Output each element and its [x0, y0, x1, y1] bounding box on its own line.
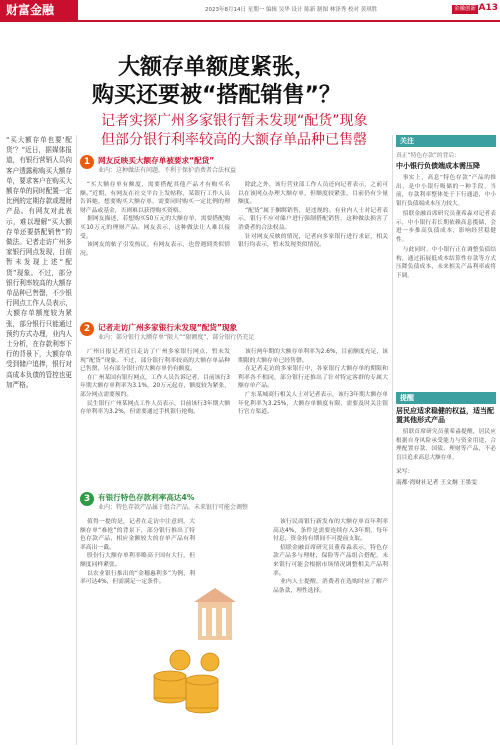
- subheadline-line-1: 记者实探广州多家银行暂未发现“配货”现象: [101, 113, 368, 129]
- paragraph: 业内人士提醒，消费者在选购时应了解产品条款，理性选择。: [273, 579, 388, 594]
- page-header: [0, 0, 500, 20]
- paragraph: 民生银行广州某网点工作人员表示，目前该行3年期大额存单利率为3.2%，但需要通过手机银行抢购。: [80, 400, 230, 416]
- paragraph: 针对网友反映的情况，记者向多家银行进行求证，相关银行均表示，暂未发现类似情况。: [238, 233, 388, 249]
- paragraph: 据网友描述，若想购买50万元的大额存单，需要搭配购买10万元的理财产品。网友表示，这种做法让人难以接受。: [80, 216, 230, 240]
- lead-column: “买大额存单也要‘配货’？”近日，据媒体报道，有银行营销人员向客户透露称购买大额存单，要求客户在购买大额存单的同时配置一定比例的定期存款或理财产品。有网友对此表示，难以理解“买大额存单还要搭配销售”的做法。记者走访广州多家银行网点发现，目前暂未发现上述“配货”现象。不过，部分银行利率较高的大额存单品种已售罄，不少银行网点工作人员表示，大额存单额度较为紧张，部分银行只能通过预约方式办理，业内人士分析，在存款利率下行的背景下，大额存单受到储户追捧，银行对高成本负债的管控也更加严格。: [6, 136, 72, 389]
- section-number: 1: [80, 155, 94, 169]
- section-number: 3: [80, 492, 94, 506]
- sidebar-body: [396, 174, 496, 280]
- paragraph: 事实上，高息“特色存款”产品的推出，是中小银行吸储的一种手段。当前，存款利率整体处于下行通道，中小银行负债端成本压力较大。: [396, 175, 496, 207]
- section-body: [80, 181, 388, 258]
- section-subheading: 业内：这种做法有问题，不利于保护消费者合法权益: [98, 167, 237, 174]
- sidebar-heading: 居民应适求稳健的权益，适当配置其他形式产品: [396, 407, 494, 424]
- headline-line-2: 购买还要被“搭配销售”？: [92, 83, 341, 108]
- text-column: [238, 348, 388, 417]
- right-sidebar: [396, 135, 496, 486]
- section-tag: 财富金融: [0, 0, 78, 20]
- page-number: A13: [478, 3, 498, 13]
- section-2: [80, 322, 388, 482]
- paragraph: 招联首席研究员董希淼提醒，居民应根据自身风险承受能力与资金用途，合理配置存款、国债、理财等产品，不必盲目追求高息大额存单。: [396, 429, 496, 461]
- paragraph: “买大额存单有额度，需要搭配其他产品才有购买名额。”近期，有网友在社交平台上发帖称，某银行工作人员告诉她，想要购买大额存单，需要同时购买一定比例的理财产品或基金，否则难以获得购买资格。: [80, 182, 230, 214]
- column-divider: [76, 135, 77, 745]
- section-subheading: 业内：部分银行大额存单“限人”“限额度”，部分银行仍充足: [98, 334, 255, 341]
- paragraph: 招联金融首席研究员董希淼表示，特色存款产品多与理财、保险等产品组合搭配，未来银行可能会根据市场情况调整相关产品利率。: [273, 544, 388, 577]
- section-heading: 网友反映买大额存单被要求“配货”: [98, 156, 215, 165]
- paragraph: 股份行大额存单利率略高于国有大行，但额度同样紧张。: [80, 553, 195, 568]
- paragraph: 广州日报记者近日走访了广州多家银行网点，暂未发现“配货”现象。不过，部分银行利率较高的大额存单品种已售罄，另有部分银行的大额存单仍有额度。: [80, 349, 230, 373]
- text-column: [80, 181, 230, 258]
- page-badge: 金融创新: [453, 6, 476, 12]
- sidebar-tab-reminder: 提醒: [396, 392, 496, 404]
- paragraph: 该行民商银行新发布的大额存单首年利率高达4%，条件是需要连续存入3年期，每年付息，资金持有期间不可提前支取。: [273, 519, 388, 543]
- header-meta: 2023年8月14日 星期一 编辑 吴华 设计 陈新 制图 林泽秀 校对 黄琪胜: [205, 7, 378, 13]
- text-column: [80, 348, 230, 417]
- section-subheading: 业内：特色存款产品属于组合产品，未来银行可能会调整: [98, 504, 249, 511]
- headline-line-1: 大额存单额度紧张，: [118, 55, 317, 80]
- paragraph: 值得一提的是，记者在走访中注意到，大额存单“难抢”的背景下，部分银行推出了特色存款产品，相应金额较大的存单产品有利率高出一截。: [80, 519, 195, 551]
- paragraph: 该行两年期的大额存单利率为2.6%，目前额度充足，该期限的大额存单已经售罄。: [238, 349, 388, 364]
- byline-label: 采写：: [396, 469, 414, 475]
- section-heading: 有银行特色存款利率高达4%: [98, 493, 195, 502]
- section-heading: 记者走访广州多家银行未发现“配货”现象: [98, 323, 238, 332]
- paragraph: 除此之外，该行营业部工作人员还向记者表示，之前可以在该网点办理大额存单，但额度较紧张，目前仍有少量额度。: [238, 182, 388, 206]
- sidebar-heading: 中小银行负债端成本需压降: [396, 162, 480, 170]
- coins-illustration: [150, 580, 238, 730]
- paragraph: 该网友的帖子引发热议。有网友表示，也曾遇到类似情况。: [80, 242, 230, 257]
- section-1: [80, 155, 388, 315]
- text-column: [238, 181, 388, 258]
- column-divider: [392, 135, 393, 745]
- sidebar-kicker: 真正“特色存款”的背后：: [396, 153, 460, 159]
- paragraph: 以农业银行推出的“金穗惠利多”为例，利率可达4%，但需满足一定条件。: [80, 570, 195, 586]
- subheadline-line-2: 但部分银行利率较高的大额存单品种已售罄: [101, 132, 367, 148]
- section-number: 2: [80, 322, 94, 336]
- paragraph: 在记者走访的多家银行中，各家银行大额存单的期限和利率各不相同，部分银行还推出了针对特定客群的专属大额存单产品。: [238, 366, 388, 390]
- text-column: [273, 518, 388, 595]
- paragraph: 与此同时，中小银行正在调整负债结构，通过拓展低成本结算性存款等方式压降负债成本，未来相关产品利率或将下调。: [396, 247, 496, 279]
- paragraph: “配货”属于捆绑销售，是违规的。有业内人士对记者表示，银行不应对储户进行强制搭配销售，这种做法损害了消费者的合法权益。: [238, 207, 388, 231]
- section-body: [80, 348, 388, 417]
- sidebar-tab-focus: 关注: [396, 135, 496, 147]
- paragraph: 招联金融首席研究员董希淼对记者表示，中小银行若长期依赖高息揽储，会进一步推高负债成本，影响经营稳健性。: [396, 211, 496, 243]
- paragraph: 广东某城商行相关人士对记者表示，该行3年期大额存单年化利率为3.25%，大额存单额度有限，需要及时关注银行官方渠道。: [238, 391, 388, 416]
- sidebar-body: [396, 428, 496, 462]
- paragraph: 在广州某国有银行网点，工作人员告诉记者，目前该行3年期大额存单利率为3.1%，20万元起存，额度较为紧张，部分网点需要预约。: [80, 374, 230, 398]
- byline: 南都·湾财社记者 王文炯 王墨雯: [396, 480, 477, 486]
